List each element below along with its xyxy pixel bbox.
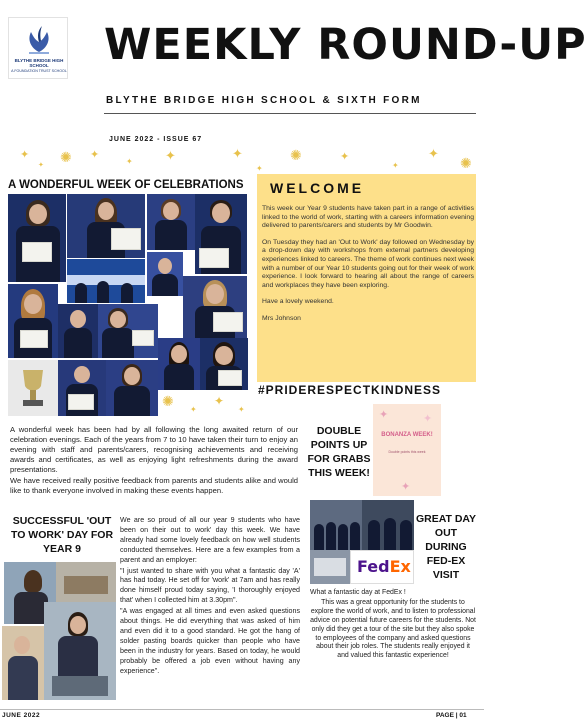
logo-school-name: BLYTHE BRIDGE HIGH SCHOOL (14, 58, 64, 68)
page-title: WEEKLY ROUND-UP (104, 20, 587, 70)
work-photo (44, 602, 116, 700)
confetti-icon: ✺ (162, 393, 174, 409)
celebration-photo (106, 360, 158, 416)
paragraph: Have a lovely weekend. (262, 298, 334, 306)
trophy-icon (8, 360, 58, 416)
celebration-photo (8, 194, 66, 282)
double-points-heading: DOUBLE POINTS UP FOR GRABS THIS WEEK! (307, 425, 371, 479)
fedex-logo-fed: Fed (357, 557, 390, 576)
sparkle-icon: ✦ (379, 409, 389, 421)
sparkle-icon: ✦ (190, 405, 197, 414)
logo-subtitle: A FOUNDATION TRUST SCHOOL (11, 69, 67, 73)
hashtag-banner: #PRIDERESPECTKINDNESS (258, 383, 442, 397)
swan-logo-icon (23, 22, 55, 56)
paragraph: What a fantastic day at FedEx ! (310, 589, 406, 596)
sparkle-icon: ✦ (401, 481, 411, 493)
fedex-photo (310, 550, 350, 584)
paragraph: We are so proud of all our year 9 students who have been on their out to work' day this week. We have already had some lovely feedback on how well students conducted themselves. Here are a few examples from a parent and an employer: (120, 516, 300, 564)
celebration-photo (183, 276, 247, 338)
celebration-photo (158, 338, 200, 390)
trophy-photo (8, 360, 58, 416)
welcome-heading: WELCOME (270, 180, 365, 196)
out-to-work-text (120, 516, 300, 678)
celebration-photo (98, 304, 158, 358)
bonanza-poster (373, 404, 441, 496)
quote: "A was engaged at all times and even asked questions about things. He did everything that was asked of him and even did it to a good standard. He got the hang of solder pasting boards quicker than people who have been in the industry for years. Based on today, he would probably be offered a job even without having any experience". (120, 607, 300, 675)
celebration-photo (58, 360, 106, 416)
school-logo (8, 17, 68, 79)
page-number: PAGE | 01 (436, 712, 467, 719)
header-divider (104, 113, 476, 114)
celebration-photo (67, 259, 145, 303)
work-photo (56, 562, 116, 602)
quote: "I just wanted to share with you what a fantastic day 'A' has had today. He set off for 'work' at 7am and has really done himself proud today saying, 'I thoroughly enjoyed that' when I collected him at 3.30pm". (120, 566, 300, 605)
sparkle-icon: ✦ (423, 413, 433, 425)
fedex-photo (362, 500, 414, 550)
celebration-photo (67, 194, 145, 258)
celebration-photo (195, 194, 247, 274)
welcome-text (262, 205, 474, 332)
paragraph: We have received really positive feedback from parents and students alike and would like to thank everyone involved in making these events happen. (10, 476, 298, 495)
celebration-photo (147, 252, 183, 296)
fedex-heading: GREAT DAY OUT DURING FED-EX VISIT (415, 513, 477, 581)
confetti-icon: ✺ (60, 149, 72, 165)
sparkle-icon: ✦ (20, 149, 30, 161)
fedex-logo-ex: Ex (389, 557, 411, 576)
footer-divider (0, 709, 484, 710)
celebrations-heading: A WONDERFUL WEEK OF CELEBRATIONS (8, 179, 244, 191)
paragraph: This was a great opportunity for the students to explore the world of work, and to listen to professional advice on potential future careers for the students. Not only did they get a tour of the site but they also spoke to employees of the company and asked questions about their job roles. The students really enjoyed it and valued this fantastic experience! (310, 598, 476, 660)
school-name: BLYTHE BRIDGE HIGH SCHOOL & SIXTH FORM (106, 95, 422, 106)
sparkle-icon: ✦ (392, 161, 399, 170)
sparkle-icon: ✦ (38, 162, 44, 169)
out-to-work-heading: SUCCESSFUL 'OUT TO WORK' DAY FOR YEAR 9 (10, 515, 114, 555)
paragraph: On Tuesday they had an 'Out to Work' day followed on Wednesday by a drop-down day with workshops from external partners developing experiences linked to careers. The theme of work continues next week with a number of our Year 10 students going out for their week of work experience. I look forward to hearing all about the range of careers and workplaces they have been exploring. (262, 238, 474, 289)
celebration-photo (58, 304, 98, 358)
sparkle-icon: ✦ (165, 148, 176, 163)
confetti-icon: ✺ (290, 147, 302, 163)
fedex-logo (350, 550, 414, 584)
poster-title: BONANZA WEEK! (381, 432, 433, 438)
celebrations-text (10, 425, 298, 496)
work-photo (2, 626, 44, 700)
celebration-photo (8, 284, 58, 358)
footer-date: JUNE 2022 (2, 712, 41, 719)
confetti-icon: ✺ (460, 155, 472, 171)
sparkle-icon: ✦ (90, 149, 100, 161)
issue-label: JUNE 2022 - ISSUE 67 (109, 136, 203, 143)
paragraph: A wonderful week has been had by all following the long awaited return of our celebration evenings. Each of the years from 7 to 10 have taken their turn to enjoy an evening with staff and parents/carers, recognising achievements and receiving awards and certificates, as well as enjoying light refreshments during the award presentations. (10, 425, 298, 474)
poster-subtitle: Double points this week (388, 450, 426, 454)
sparkle-icon: ✦ (214, 394, 225, 408)
sparkle-icon: ✦ (126, 157, 133, 166)
sparkle-icon: ✦ (428, 146, 439, 161)
fedex-photo (310, 500, 362, 550)
sparkle-icon: ✦ (340, 151, 350, 163)
sparkle-icon: ✦ (238, 405, 245, 414)
signature: Mrs Johnson (262, 314, 301, 322)
sparkle-icon: ✦ (256, 164, 263, 173)
celebration-photo (147, 194, 195, 250)
celebration-photo (200, 338, 248, 390)
sparkle-icon: ✦ (232, 146, 243, 161)
paragraph: This week our Year 9 students have taken part in a range of activities linked to the world of work, starting with a careers information evening delivered to parents/carers and students by Mr Goodwin. (262, 205, 474, 230)
fedex-text (310, 589, 476, 662)
